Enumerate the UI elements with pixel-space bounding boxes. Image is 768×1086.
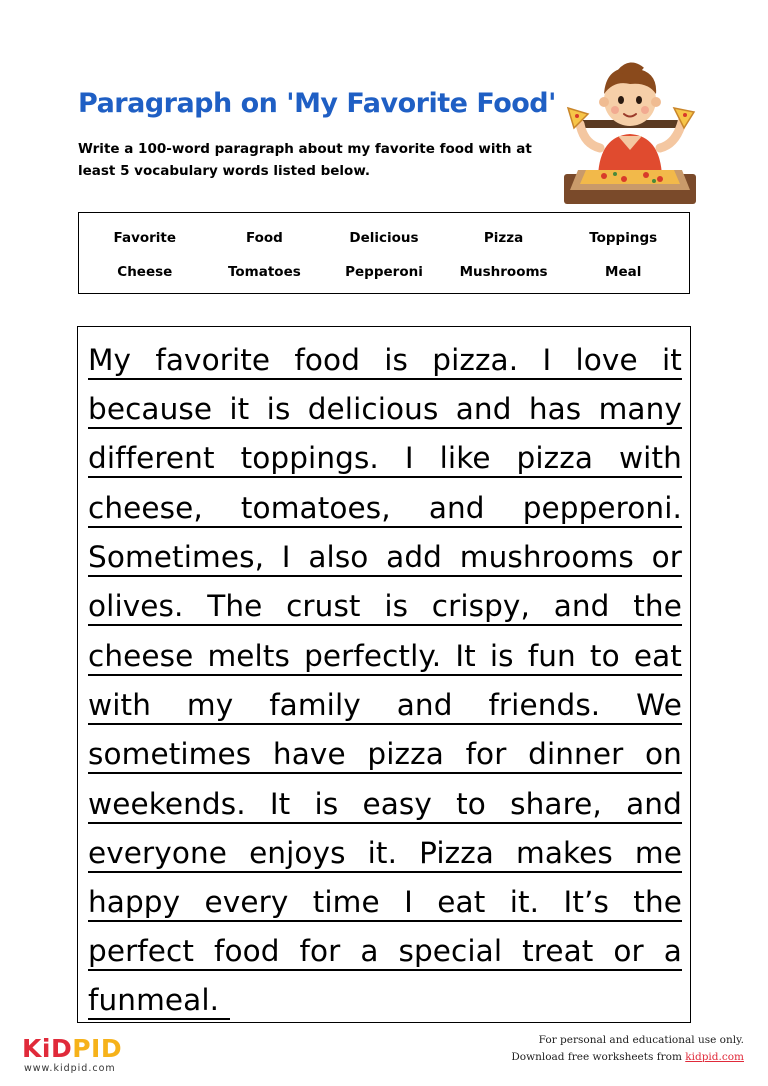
paragraph-word: with bbox=[88, 688, 151, 722]
paragraph-word: special bbox=[398, 934, 503, 968]
paragraph-word: It’s bbox=[563, 885, 609, 919]
paragraph-word: is bbox=[489, 639, 514, 673]
paragraph-word: and bbox=[553, 589, 610, 623]
paragraph-word: crust bbox=[286, 589, 361, 623]
paragraph-word: tomatoes, bbox=[240, 491, 391, 525]
kidpid-logo bbox=[22, 1034, 122, 1063]
paragraph-word: toppings. bbox=[240, 441, 379, 475]
paragraph-word: a bbox=[360, 934, 379, 968]
vocab-word: Food bbox=[245, 230, 283, 246]
paragraph-word: and bbox=[428, 491, 485, 525]
vocab-word: Favorite bbox=[113, 230, 177, 246]
logo-text-kid: KiD bbox=[22, 1034, 73, 1063]
paragraph-word: it bbox=[661, 343, 682, 377]
paragraph-word: eat bbox=[633, 639, 682, 673]
paragraph-word: pepperoni. bbox=[522, 491, 682, 525]
paragraph-word: food bbox=[294, 343, 361, 377]
paragraph-word: cheese bbox=[88, 639, 194, 673]
paragraph-word: is bbox=[384, 589, 409, 623]
paragraph-word: I bbox=[542, 343, 552, 377]
paragraph-word: to bbox=[456, 787, 486, 821]
paragraph-word: My bbox=[88, 343, 132, 377]
paragraph-word: with bbox=[618, 441, 682, 475]
boy-eating-pizza-illustration bbox=[560, 58, 700, 206]
paragraph-word: perfect bbox=[88, 934, 195, 968]
paragraph-word: perfectly. bbox=[304, 639, 442, 673]
paragraph-word: It bbox=[269, 787, 291, 821]
paragraph-line bbox=[88, 528, 682, 577]
paragraph-word: weekends. bbox=[88, 787, 246, 821]
paragraph-word: add bbox=[386, 540, 443, 574]
paragraph-word: me bbox=[634, 836, 682, 870]
paragraph-word: crispy, bbox=[431, 589, 530, 623]
paragraph-word: a bbox=[663, 934, 682, 968]
paragraph-word: makes bbox=[515, 836, 613, 870]
paragraph-word: I bbox=[404, 885, 413, 919]
paragraph-word: or bbox=[651, 540, 682, 574]
paragraph-word: is bbox=[314, 787, 339, 821]
paragraph-word: mushrooms bbox=[459, 540, 634, 574]
paragraph-word: for bbox=[465, 737, 507, 771]
paragraph-word: I bbox=[404, 441, 414, 475]
paragraph-word: also bbox=[308, 540, 369, 574]
paragraph-word: family bbox=[269, 688, 361, 722]
paragraph-word: olives. bbox=[88, 589, 184, 623]
paragraph-word: pizza bbox=[516, 441, 593, 475]
paragraph-word: or bbox=[613, 934, 644, 968]
vocab-word: Pizza bbox=[483, 230, 524, 246]
logo-text-pid: PID bbox=[72, 1034, 123, 1063]
paragraph-word: Pizza bbox=[419, 836, 494, 870]
paragraph-word: The bbox=[207, 589, 263, 623]
paragraph-word: the bbox=[633, 885, 682, 919]
paragraph-word: it. bbox=[509, 885, 540, 919]
paragraph-word: favorite bbox=[155, 343, 271, 377]
paragraph-word: everyone bbox=[88, 836, 228, 870]
paragraph-word: and bbox=[626, 787, 682, 821]
paragraph-word: I bbox=[281, 540, 291, 574]
paragraph-line bbox=[88, 627, 682, 676]
paragraph-word: it bbox=[229, 392, 250, 426]
paragraph-word: different bbox=[88, 441, 215, 475]
paragraph-line bbox=[88, 479, 682, 528]
paragraph-word: my bbox=[186, 688, 234, 722]
paragraph-word: is bbox=[384, 343, 409, 377]
paragraph-word: treat bbox=[522, 934, 594, 968]
paragraph-line bbox=[88, 380, 682, 429]
paragraph-box bbox=[77, 326, 691, 1023]
paragraph-word: It bbox=[455, 639, 476, 673]
paragraph-word: enjoys bbox=[249, 836, 346, 870]
paragraph-word: has bbox=[528, 392, 582, 426]
paragraph-word: and bbox=[396, 688, 453, 722]
paragraph-word: and bbox=[455, 392, 512, 426]
paragraph-word: melts bbox=[207, 639, 290, 673]
vocab-word: Pepperoni bbox=[345, 264, 423, 280]
vocab-word: Cheese bbox=[117, 264, 173, 280]
paragraph-word: fun bbox=[88, 983, 137, 1017]
paragraph-line bbox=[88, 971, 230, 1020]
paragraph-word: friends. bbox=[488, 688, 601, 722]
paragraph-word: time bbox=[312, 885, 380, 919]
paragraph-line bbox=[88, 725, 682, 774]
paragraph-line bbox=[88, 429, 682, 478]
paragraph-word: is bbox=[266, 392, 291, 426]
paragraph-word: food bbox=[213, 934, 280, 968]
paragraph-word: pizza bbox=[367, 737, 444, 771]
paragraph-word: love bbox=[575, 343, 638, 377]
paragraph-word: share, bbox=[510, 787, 602, 821]
paragraph-word: happy bbox=[88, 885, 181, 919]
paragraph-word: delicious bbox=[307, 392, 439, 426]
vocab-word: Mushrooms bbox=[459, 264, 548, 280]
paragraph-word: Sometimes, bbox=[88, 540, 265, 574]
vocab-word: Tomatoes bbox=[227, 264, 301, 280]
vocab-word: Delicious bbox=[349, 230, 419, 246]
paragraph-line bbox=[88, 873, 682, 922]
paragraph-word: every bbox=[204, 885, 289, 919]
vocab-word: Toppings bbox=[589, 230, 658, 246]
instructions: Write a 100-word paragraph about my favorite food with at least 5 vocabulary words listed below. bbox=[78, 141, 532, 179]
paragraph-line bbox=[88, 824, 682, 873]
paragraph-word: meal. bbox=[136, 983, 220, 1017]
paragraph-word: on bbox=[645, 737, 682, 771]
paragraph-word: fun bbox=[527, 639, 576, 673]
paragraph-word: easy bbox=[362, 787, 432, 821]
paragraph-word: sometimes bbox=[88, 737, 252, 771]
paragraph-word: to bbox=[589, 639, 620, 673]
paragraph-word: dinner bbox=[528, 737, 624, 771]
page-title: Paragraph on 'My Favorite Food' bbox=[78, 88, 556, 119]
paragraph-word: have bbox=[272, 737, 346, 771]
vocab-word: Meal bbox=[605, 264, 642, 280]
paragraph-line bbox=[88, 775, 682, 824]
footer-note bbox=[511, 1032, 744, 1066]
paragraph-line bbox=[88, 331, 682, 380]
paragraph-word: eat bbox=[437, 885, 486, 919]
paragraph-word: pizza. bbox=[432, 343, 519, 377]
paragraph-word: cheese, bbox=[88, 491, 203, 525]
paragraph-word: We bbox=[636, 688, 682, 722]
vocabulary-box bbox=[78, 212, 690, 294]
paragraph-word: for bbox=[299, 934, 341, 968]
footer-note-prefix: Download free worksheets from bbox=[511, 1051, 686, 1063]
paragraph-word: the bbox=[633, 589, 682, 623]
paragraph-word: it. bbox=[367, 836, 398, 870]
paragraph-word: like bbox=[439, 441, 491, 475]
footer-link[interactable]: kidpid.com bbox=[685, 1051, 744, 1063]
paragraph-line bbox=[88, 577, 682, 626]
paragraph-word: many bbox=[598, 392, 682, 426]
paragraph-line bbox=[88, 676, 682, 725]
paragraph-word: because bbox=[88, 392, 213, 426]
footer-note-line1: For personal and educational use only. bbox=[538, 1034, 744, 1046]
footer-website: www.kidpid.com bbox=[24, 1063, 116, 1074]
paragraph-line bbox=[88, 922, 682, 971]
